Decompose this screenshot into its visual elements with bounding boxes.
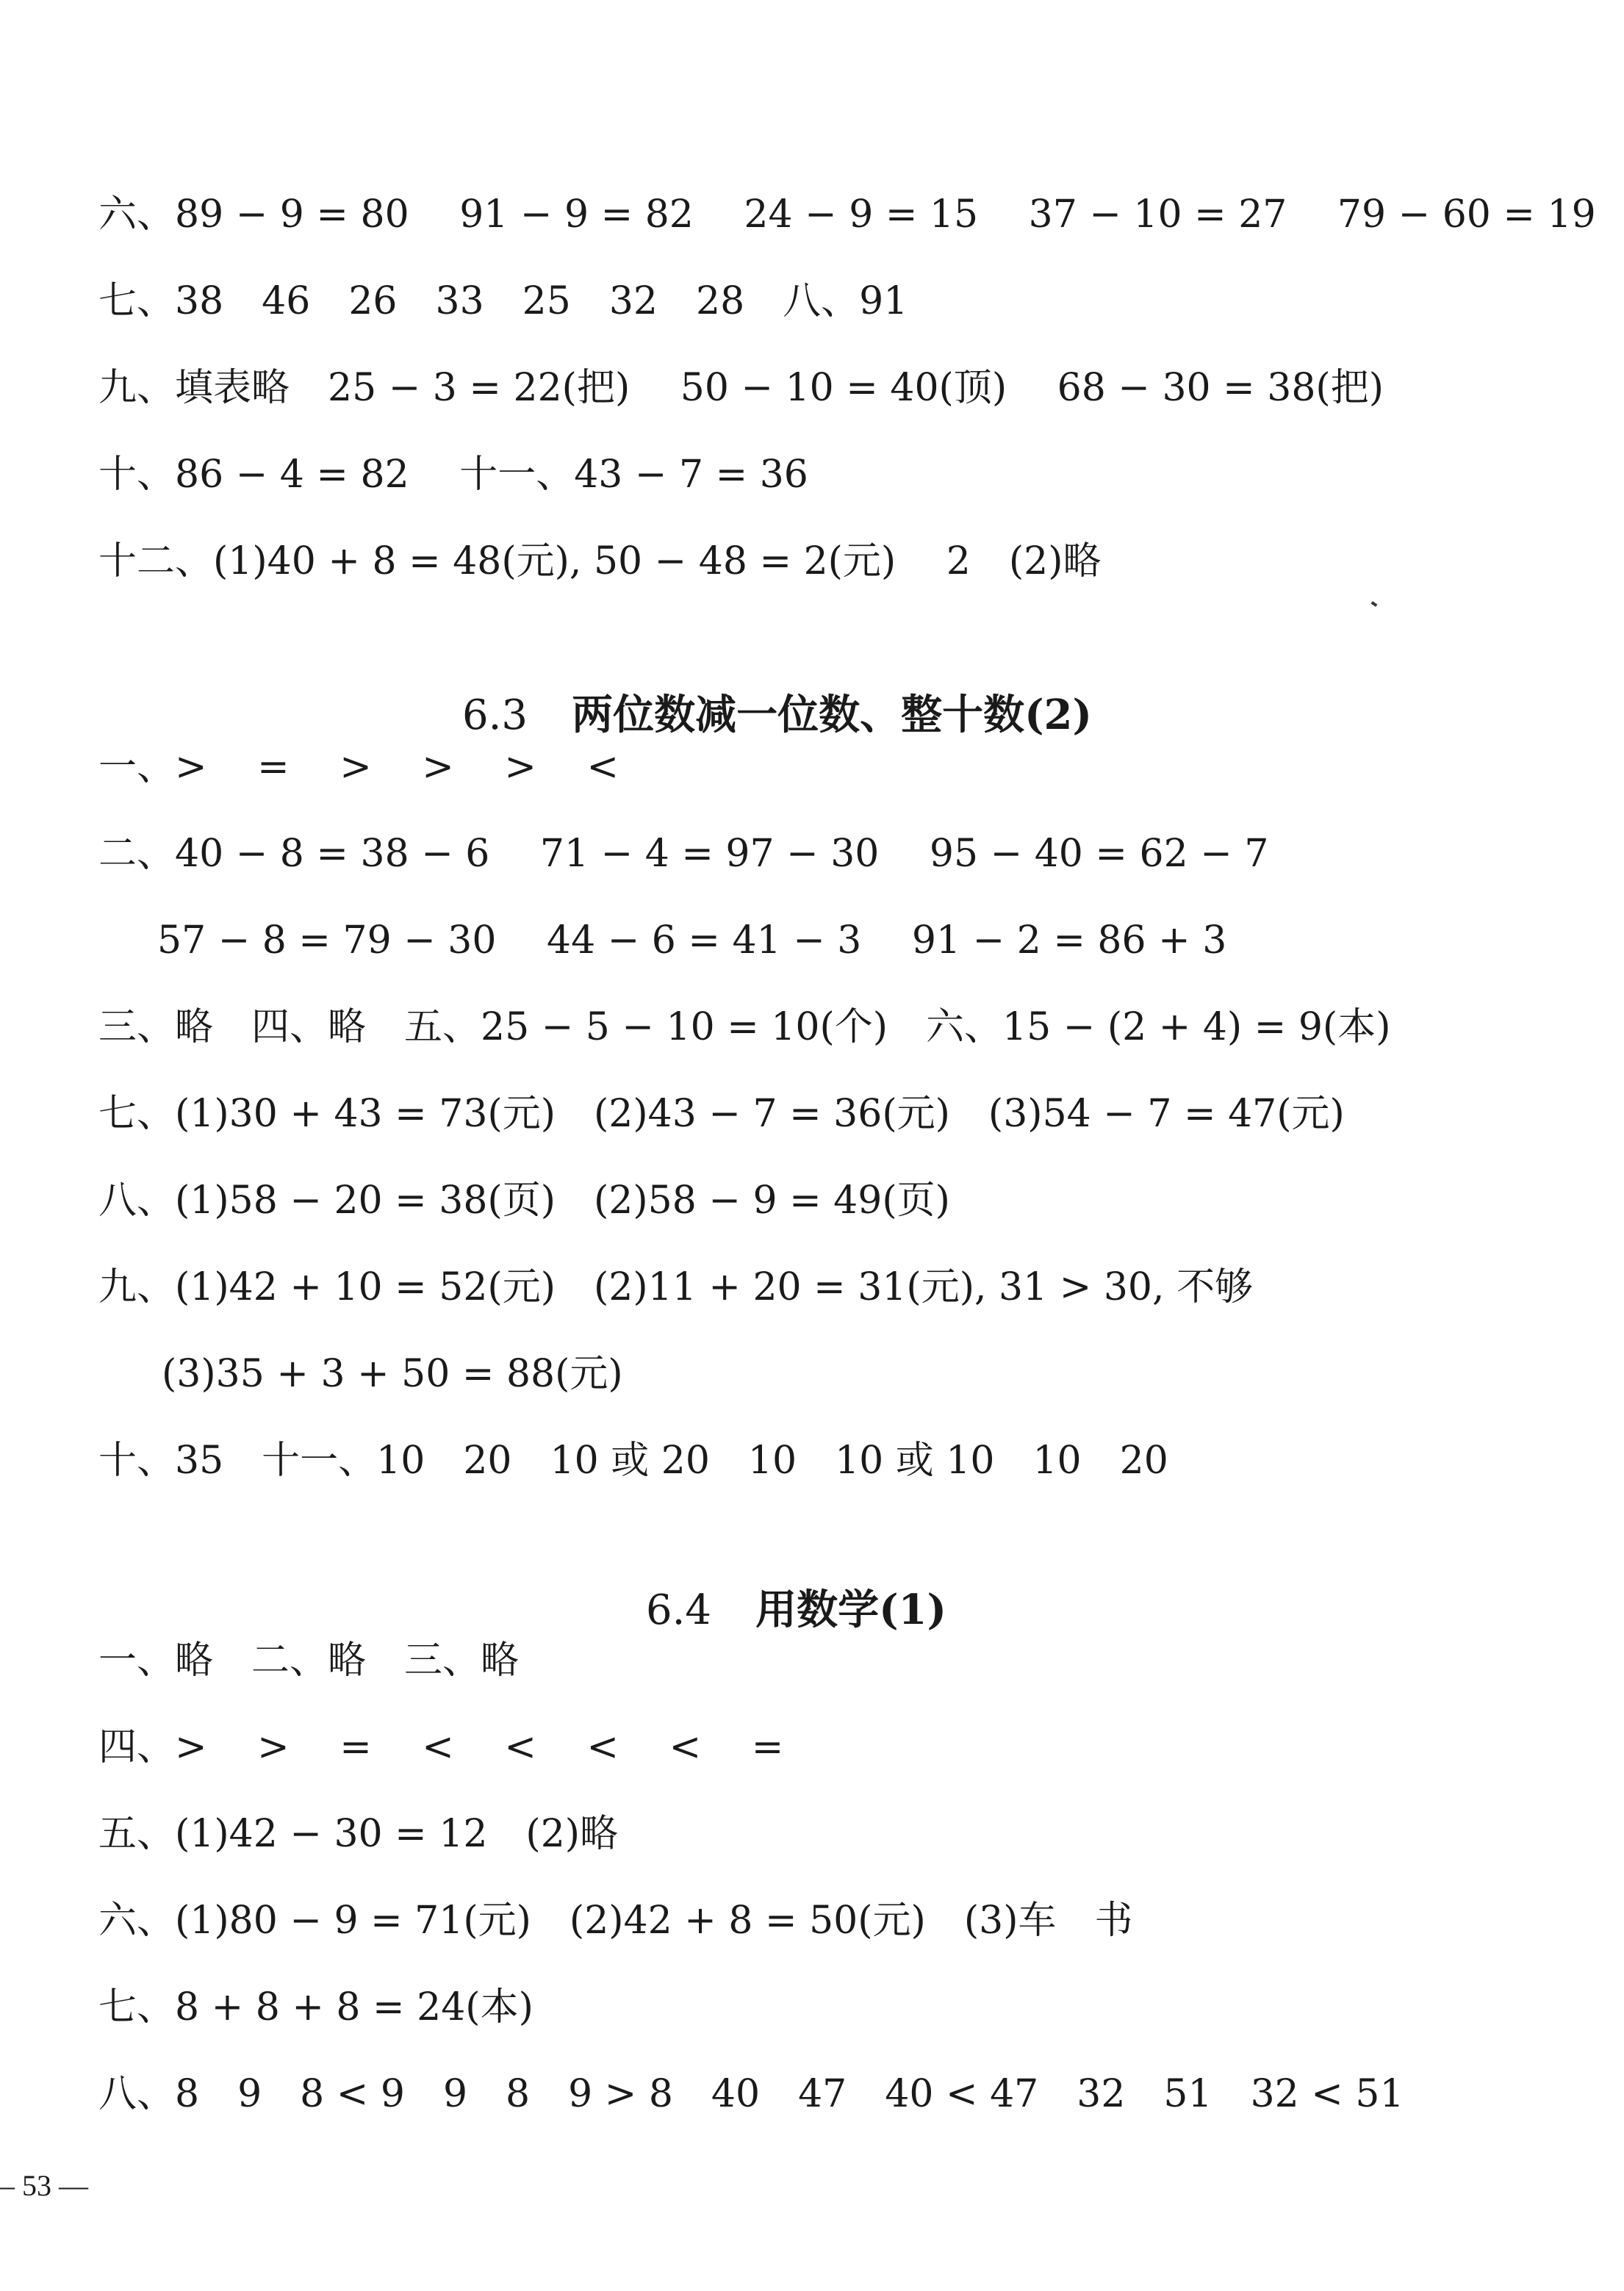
page-number-value: 53 (22, 2169, 51, 2202)
answer-line: 一、> = > > > < (98, 745, 619, 789)
section-title: 两位数减一位数、整十数(2) (572, 691, 1093, 739)
answer-line: 六、(1)80 − 9 = 71(元) (2)42 + 8 = 50(元) (3)车 书 (98, 1899, 1133, 1943)
answer-line: 九、填表略 25 − 3 = 22(把) 50 − 10 = 40(顶) 68 − 30 = 38(把) (98, 366, 1384, 410)
answer-line: 九、(1)42 + 10 = 52(元) (2)11 + 20 = 31(元), 31 > 30, 不够 (98, 1265, 1254, 1309)
page-number: – 53 — (0, 2169, 88, 2202)
section-heading (434, 638, 1092, 741)
section-number: 6.3 (462, 691, 528, 739)
answer-line: 五、(1)42 − 30 = 12 (2)略 (98, 1812, 619, 1856)
answer-line: 七、8 + 8 + 8 = 24(本) (98, 1985, 533, 2029)
answer-line: 四、> > = < < < < = (98, 1725, 784, 1769)
answer-line: 57 − 8 = 79 − 30 44 − 6 = 41 − 3 91 − 2 = 86 + 3 (157, 918, 1227, 963)
section-title: 用数学(1) (755, 1586, 947, 1634)
section-number: 6.4 (646, 1586, 712, 1634)
answer-line: 十、35 十一、10 20 10 或 20 10 10 或 10 10 20 (98, 1439, 1168, 1483)
answer-line: 七、38 46 26 33 25 32 28 八、91 (98, 279, 908, 323)
answer-line: 十、86 − 4 = 82 十一、43 − 7 = 36 (98, 453, 808, 497)
answer-line: 八、8 9 8 < 9 9 8 9 > 8 40 47 40 < 47 32 51 32 < 51 (98, 2072, 1404, 2116)
answer-line: 一、略 二、略 三、略 (98, 1639, 520, 1683)
answer-line: 二、40 − 8 = 38 − 6 71 − 4 = 97 − 30 95 − 40 = 62 − 7 (98, 832, 1269, 876)
answer-line: 三、略 四、略 五、25 − 5 − 10 = 10(个) 六、15 − (2 + 4) = 9(本) (98, 1005, 1391, 1049)
answer-line: 七、(1)30 + 43 = 73(元) (2)43 − 7 = 36(元) (3)54 − 7 = 47(元) (98, 1092, 1345, 1136)
answer-line: 十二、(1)40 + 8 = 48(元), 50 − 48 = 2(元) 2 (2)略 (98, 539, 1102, 583)
answer-line: (3)35 + 3 + 50 = 88(元) (162, 1352, 623, 1396)
stray-mark (1371, 601, 1378, 607)
answer-line: 六、89 − 9 = 80 91 − 9 = 82 24 − 9 = 15 37 − 10 = 27 79 − 60 = 19 (98, 193, 1596, 237)
section-heading (617, 1533, 946, 1636)
answer-line: 八、(1)58 − 20 = 38(页) (2)58 − 9 = 49(页) (98, 1179, 950, 1223)
